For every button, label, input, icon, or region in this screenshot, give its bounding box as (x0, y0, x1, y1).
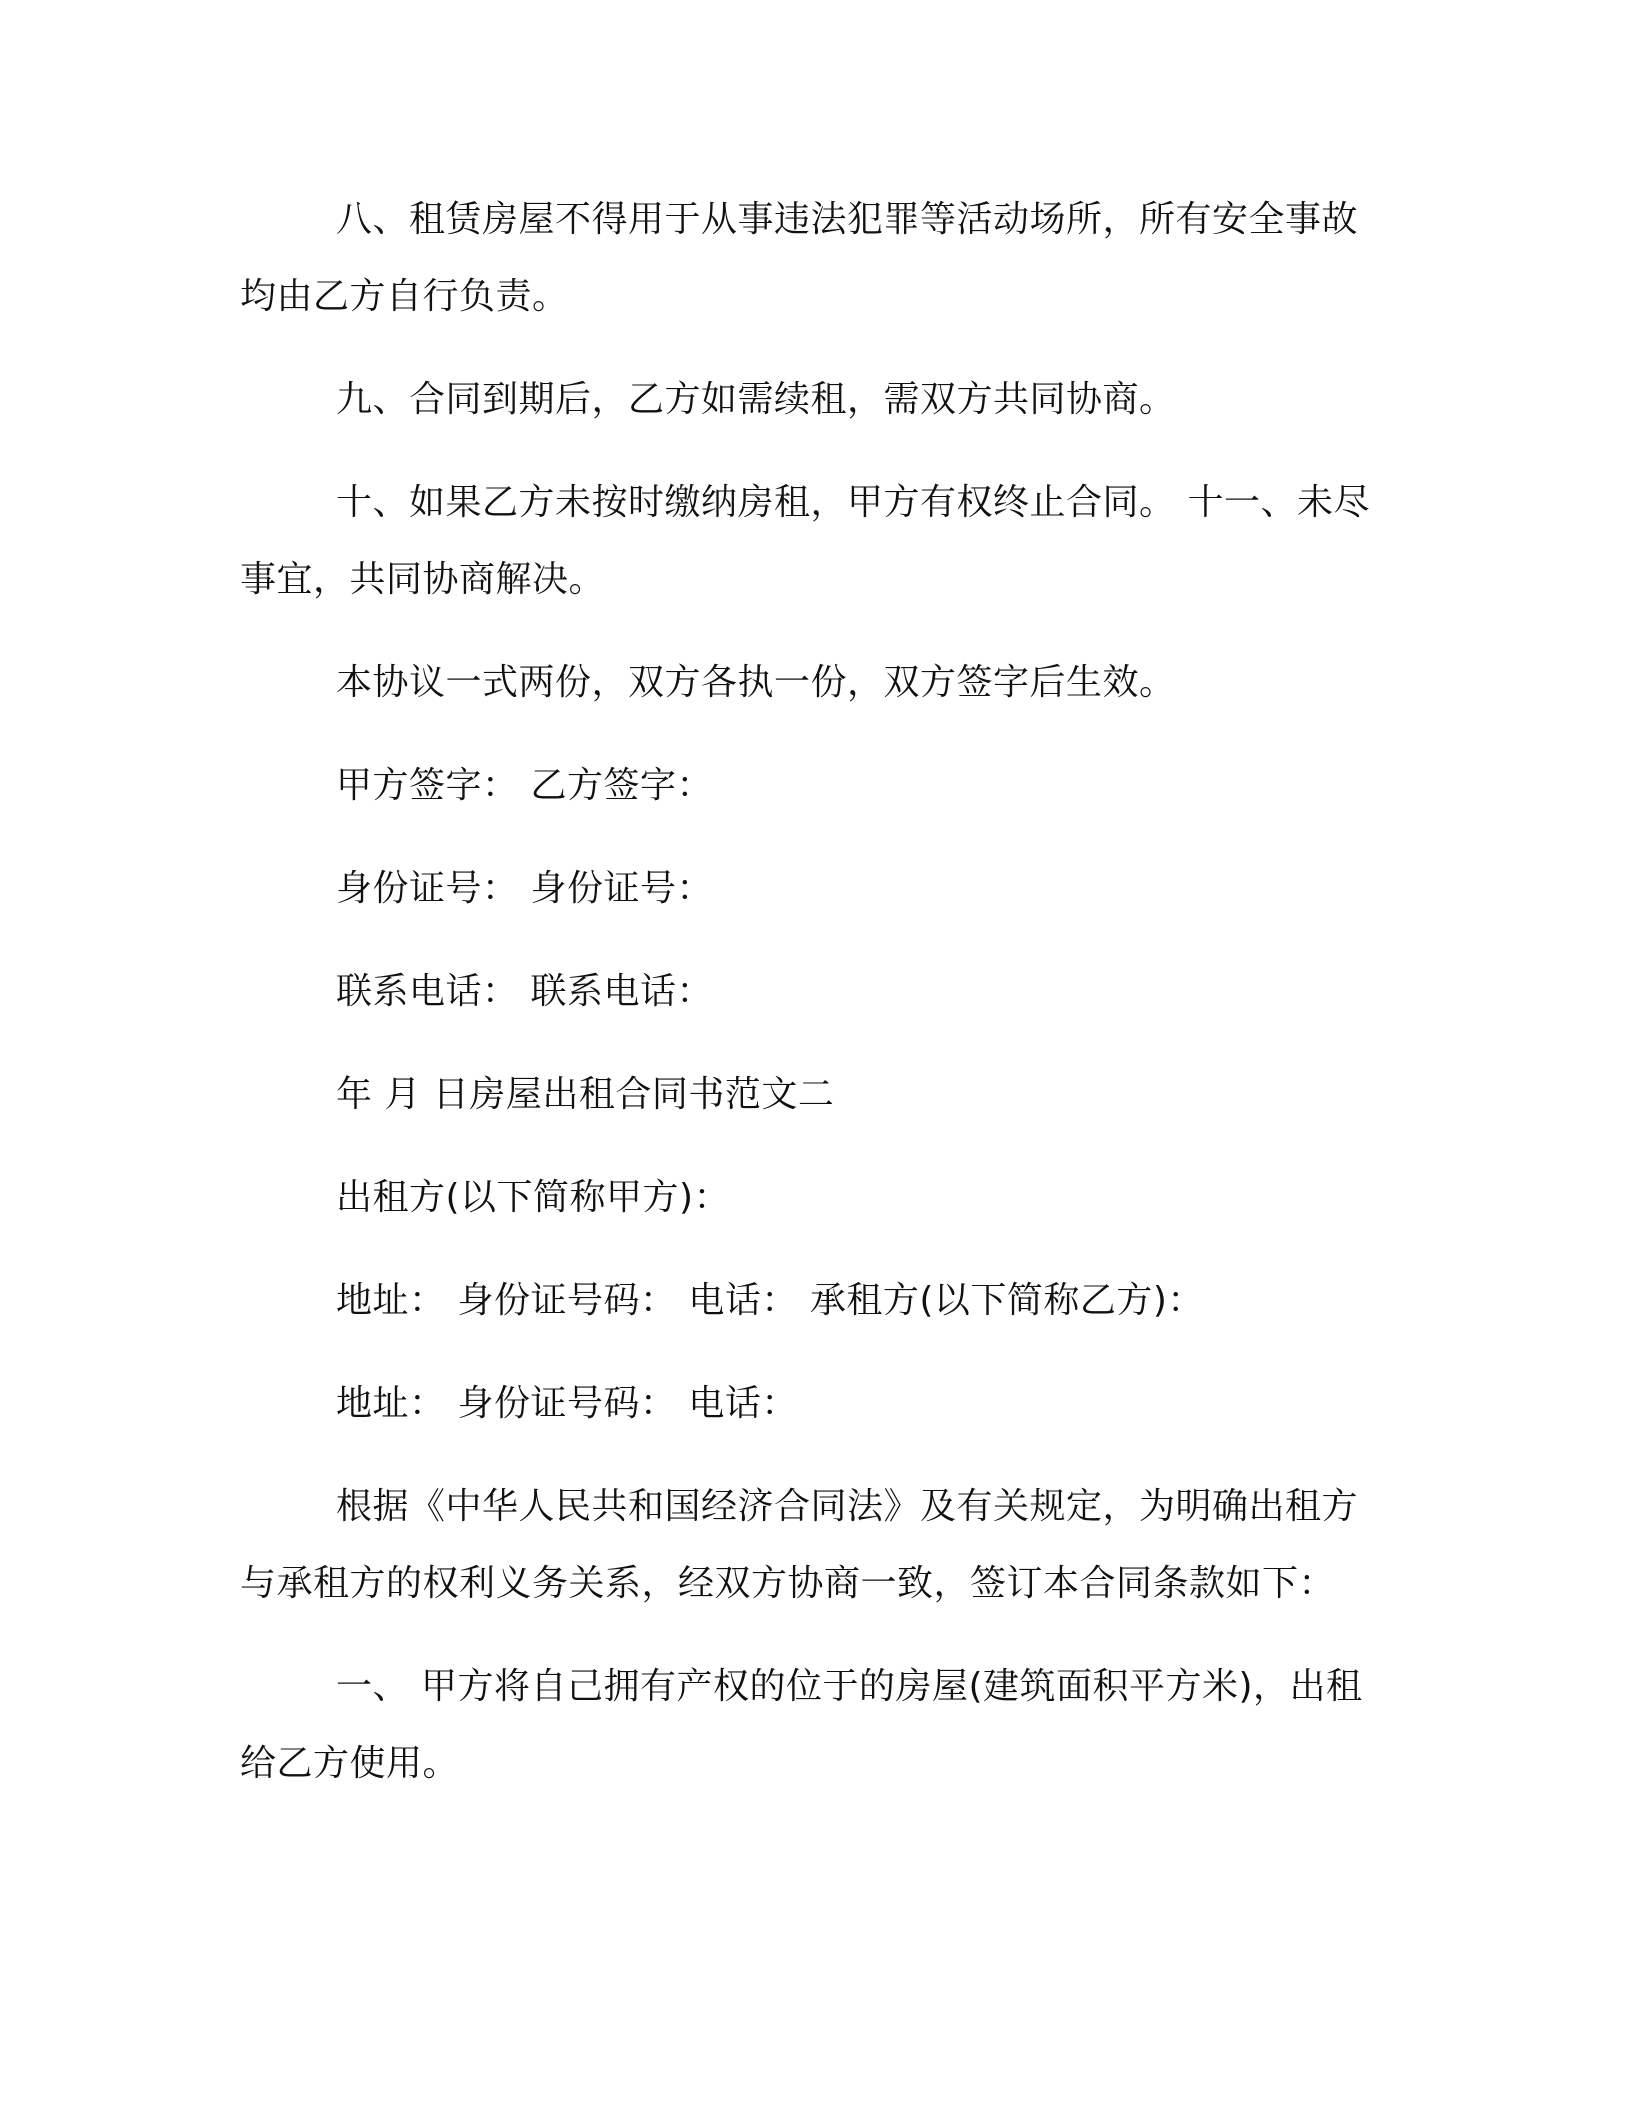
lessor-details-line: 地址： 身份证号码： 电话： 承租方(以下简称乙方)： (336, 1280, 1204, 1321)
lessor-line: 出租方(以下简称甲方)： (336, 1177, 731, 1218)
clause-10-11: 十、如果乙方未按时缴纳房租，甲方有权终止合同。 十一、未尽事宜，共同协商解决。 (240, 482, 1370, 600)
clause-1: 一、 甲方将自己拥有产权的位于的房屋(建筑面积平方米)，出租给乙方使用。 (240, 1666, 1363, 1784)
lessee-details-line: 地址： 身份证号码： 电话： (336, 1383, 798, 1424)
phone-line: 联系电话： 联系电话： (336, 971, 713, 1012)
id-number-line: 身份证号： 身份证号： (336, 868, 713, 909)
date-title-line: 年 月 日房屋出租合同书范文二 (336, 1074, 835, 1115)
preamble: 根据《中华人民共和国经济合同法》及有关规定，为明确出租方与承租方的权利义务关系，经双方协商一致，签订本合同条款如下： (240, 1486, 1359, 1604)
agreement-copies: 本协议一式两份，双方各执一份，双方签字后生效。 (336, 662, 1176, 703)
signature-line: 甲方签字： 乙方签字： (336, 765, 713, 806)
clause-8: 八、租赁房屋不得用于从事违法犯罪等活动场所，所有安全事故均由乙方自行负责。 (240, 199, 1359, 317)
clause-9: 九、合同到期后，乙方如需续租，需双方共同协商。 (336, 379, 1176, 420)
